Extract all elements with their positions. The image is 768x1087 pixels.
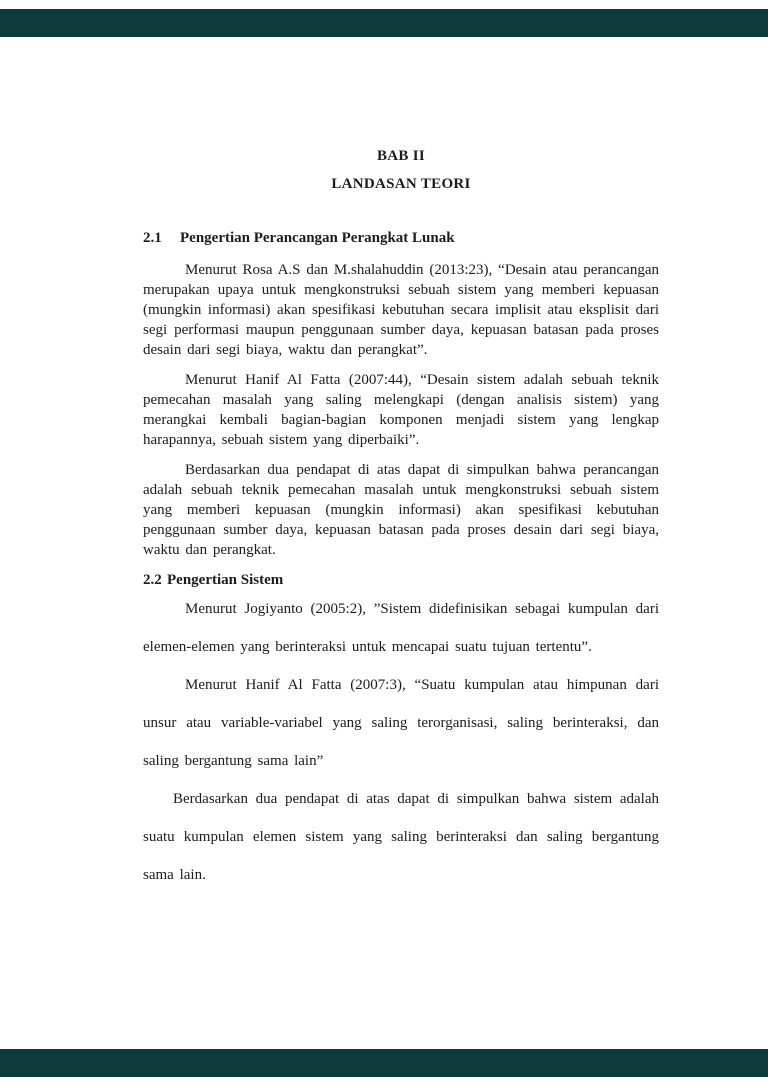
section-heading-2-2: [143, 570, 659, 590]
chapter-title: BAB II: [376, 148, 426, 164]
paragraph: Menurut Hanif Al Fatta (2007:44), “Desain sistem adalah sebuah teknik pemecahan masalah yang saling melengkapi (dengan analisis sistem) yang merangkai kembali bagian-bagian komponen menjadi sistem yang lengkap harapannya, sebuah sistem yang diperbaiki”.: [143, 372, 659, 448]
bottom-frame-bar: [0, 1049, 768, 1077]
paragraph: Berdasarkan dua pendapat di atas dapat di simpulkan bahwa perancangan adalah sebuah teknik pemecahan masalah untuk mengkonstruksi sebuah sistem yang memberi kepuasan (mungkin informasi) akan spesifikasi kebutuhan penggunaan sumber daya, kepuasan batasan pada proses desain dari segi biaya, waktu dan perangkat.: [143, 462, 659, 558]
section-2-2: [143, 570, 659, 894]
section-title: Pengertian Sistem: [167, 572, 284, 588]
section-title: Pengertian Perancangan Perangkat Lunak: [180, 230, 455, 246]
paragraph: Menurut Jogiyanto (2005:2), ”Sistem didefinisikan sebagai kumpulan dari elemen-elemen yang berinteraksi untuk mencapai suatu tujuan tertentu”.: [143, 601, 659, 655]
section-heading-2-1: [143, 228, 659, 248]
paragraph: Menurut Rosa A.S dan M.shalahuddin (2013:23), “Desain atau perancangan merupakan upaya untuk mengkonstruksi sebuah sistem yang memberi kepuasan (mungkin informasi) akan spesifikasi kebutuhan secara implisit atau eksplisit dari segi performasi maupun penggunaan sumber daya, kepuasan batasan pada proses desain dari segi biaya, waktu dan perangkat”.: [143, 262, 659, 358]
section-number: 2.2: [143, 572, 162, 588]
page-content: [143, 146, 659, 894]
paragraph: Menurut Hanif Al Fatta (2007:3), “Suatu kumpulan atau himpunan dari unsur atau variable-variabel yang saling terorganisasi, saling berinteraksi, dan saling bergantung sama lain”: [143, 677, 659, 769]
section-number: 2.1: [143, 230, 162, 246]
top-frame-bar: [0, 9, 768, 37]
section-2-1: [143, 228, 659, 560]
paragraph: Berdasarkan dua pendapat di atas dapat di simpulkan bahwa sistem adalah suatu kumpulan elemen sistem yang saling berinteraksi dan saling bergantung sama lain.: [143, 791, 659, 883]
chapter-subtitle: LANDASAN TEORI: [331, 176, 471, 192]
